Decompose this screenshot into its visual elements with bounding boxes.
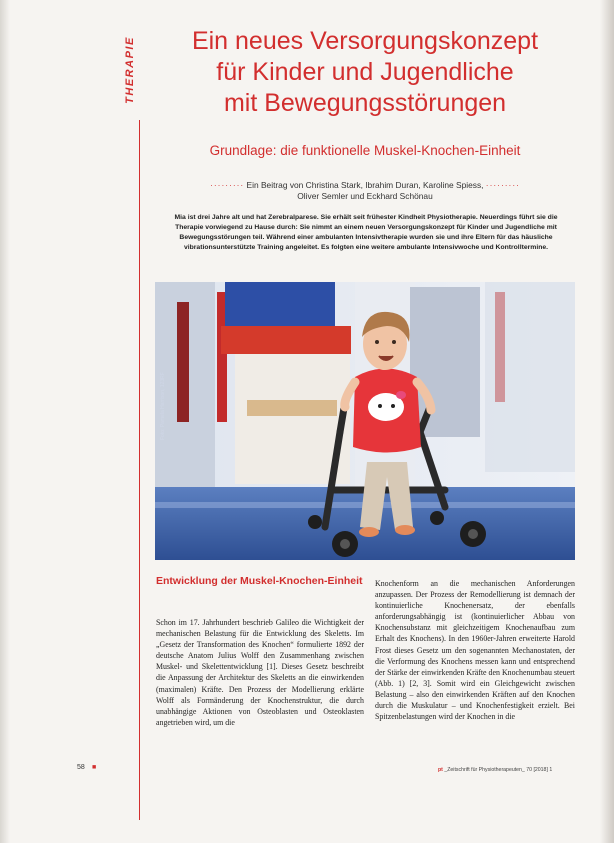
child-with-walker-illustration [155,282,575,560]
author-line: Ein Beitrag von Christina Stark, Ibrahim Duran, Karoline Spiess, [246,180,484,190]
title-line: mit Bewegungsstörungen [223,89,507,117]
article-photo [155,282,575,560]
title-line: Ein neues Versorgungskonzept [191,27,539,55]
title-line: für Kinder und Jugendliche [216,58,514,86]
author-byline: ········· Ein Beitrag von Christina Stark, Ibrahim Duran, Karoline Spiess, ········· Oliver Semler und Eckhard Schönau [150,180,580,202]
scan-shadow-left [0,0,10,843]
scan-shadow-right [600,0,614,843]
journal-footer: pt _Zeitschrift für Physiotherapeuten_ 70 [2018] 1 [438,767,553,773]
section-label: THERAPIE [124,36,136,104]
lead-paragraph: Mia ist drei Jahre alt und hat Zerebralparese. Sie erhält seit frühester Kindheit Physiotherapie. Neuerdings führt sie die Therapie vorwiegend zu Hause durch: Sie nimmt an einem neuen Versorgungskonzept für Kinder und Jugendliche mit Bewegungsstörungen teil. Während einer ambulanten Intensivtherapie wurden sie und ihre Eltern für das häusliche vibrationsunterstützte Training angeleitet. Es folgten eine weitere ambulante Intensivwoche und Kontrolltermine. [174,214,558,251]
article-subtitle: Grundlage: die funktionelle Muskel-Knochen-Einheit [209,143,521,158]
section-divider [139,120,140,820]
author-line: Oliver Semler und Eckhard Schönau [297,191,433,201]
body-column-right: Knochenform an die mechanischen Anforderungen anzupassen. Der Prozess der Remodellierung ist demnach der kontinuierliche Knochenersatz, der ebenfalls anforderungsabhängig ist (kontinuierlicher Abbau von Knochensubstanz mit gleichzeitigem Knochenaufbau zum Erhalt des Knochens). In den 1960er-Jahren erweiterte Harold Frost dieses Gesetz um den sogenannten Mechanostaten, der die Verformung des Knochens messen kann und entsprechend der Stärke der einwirkenden Kräfte den Knochenumbau steuert (Abb. 1) [2, 3]. Somit wird ein Gleichgewicht zwischen Belastung – also den einwirkenden Kräften auf den Knochen durch die Muskulatur – und Knochenfestigkeit erzielt. Bei Spitzenbelastungen wird der Knochen in die [375,579,575,722]
body-column-left: Schon im 17. Jahrhundert beschrieb Galileo die Wichtigkeit der mechanischen Belastung für die Entwicklung des Skeletts. Im „Gesetz der Transformation des Knochen“ formulierte 1892 der deutsche Anatom Julius Wolff den Zusammenhang zwischen Muskel- und Skelettentwicklung [1]. Dieses Gesetz beschreibt die Anpassung der Architektur des Skeletts an die einwirkenden (maximalen) Kräfte. Den Prozess der Modellierung erklärte Wolff als Formänderung der Knochenstruktur, die durch unabhängige Aktionen von Osteoblasten und Osteoklasten angetrieben wird, um die [156,618,364,727]
photo-credit: Foto: Pamela Harrison, 123RF [160,372,166,440]
page-marker: ■ [92,764,97,771]
section-heading: Entwicklung der Muskel-Knochen-Einheit [156,575,363,587]
article-title [150,26,580,119]
page-number: 58 [77,764,85,771]
